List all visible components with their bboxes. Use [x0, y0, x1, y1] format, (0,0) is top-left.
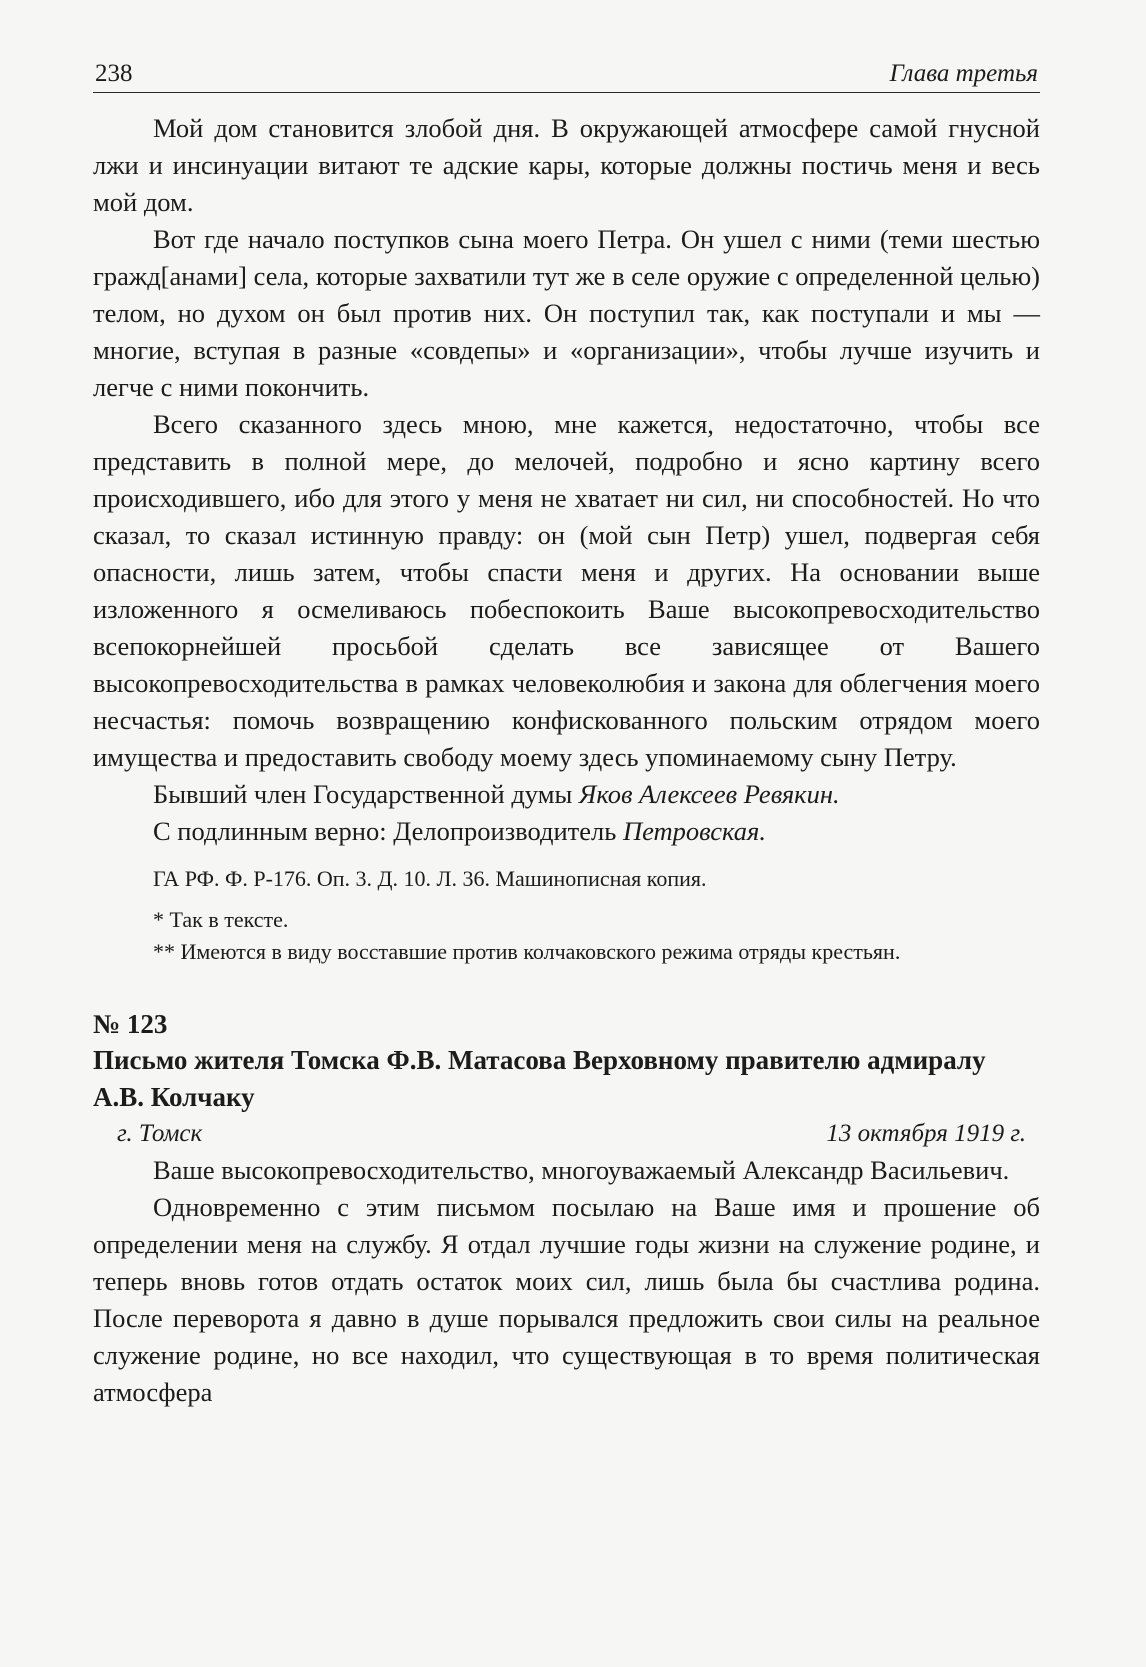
paragraph: Вот где начало поступков сына моего Петра. Он ушел с ними (теми шестью гражд[анами] села, которые захватили тут же в селе оружие с определенной целью) телом, но духом он был против них. Он поступил так, как поступали и мы — многие, вступая в разные «совдепы» и «организации», чтобы лучше изучить и легче с ними покончить. — [93, 224, 1040, 402]
paragraph: Всего сказанного здесь мною, мне кажется, недостаточно, чтобы все представить в полной мере, до мелочей, подробно и ясно картину всего происходившего, ибо для этого у меня не хватает ни сил, ни способностей. Но что сказал, то сказал истинную правду: он (мой сын Петр) ушел, подвергая себя опасности, лишь затем, чтобы спасти меня и других. На основании выше изложенного я осмеливаюсь побеспокоить Ваше высокопревосходительство всепокорнейшей просьбой сделать все зависящее от Вашего высокопревосходительства в рамках человеколюбия и закона для облегчения моего несчастья: помочь возвращению конфискованного польским отрядом моего имущества и предоставить свободу моему здесь упоминаемому сыну Петру. — [93, 409, 1040, 772]
paragraph: Мой дом становится злобой дня. В окружающей атмосфере самой гнусной лжи и инсинуации витают те адские кары, которые должны постичь меня и весь мой дом. — [93, 113, 1040, 217]
certified-name: Петровская. — [622, 816, 766, 846]
document-date: 13 октября 1919 г. — [826, 1120, 1026, 1147]
certified-line — [93, 813, 1040, 850]
signature-line — [93, 776, 1040, 813]
footnote: ** Имеются в виду восставшие против колчаковского режима отряды крестьян. — [153, 939, 901, 964]
signature-prefix: Бывший член Государственной думы — [153, 779, 579, 809]
chapter-title: Глава третья — [889, 60, 1038, 87]
document-place: г. Томск — [117, 1120, 203, 1147]
document-number: № 123 — [93, 1009, 168, 1039]
book-page — [93, 0, 1040, 1667]
running-header — [93, 56, 1040, 93]
paragraph: Одновременно с этим письмом посылаю на Ваше имя и прошение об определении меня на службу. Я отдал лучшие годы жизни на служение родине, и теперь вновь готов отдать остаток моих сил, лишь была бы счастлива родина. После переворота я давно в душе порывался предложить свои силы на реальное служение родине, но все находил, что существующая в то время политическая атмосфера — [93, 1192, 1040, 1407]
signature-name: Яков Алексеев Ревякин. — [578, 779, 840, 809]
document-title: Письмо жителя Томска Ф.В. Матасова Верховному правителю адмиралу А.В. Колчаку — [93, 1045, 986, 1112]
footnote: * Так в тексте. — [153, 907, 289, 932]
certified-prefix: С подлинным верно: Делопроизводитель — [153, 816, 623, 846]
page-body — [93, 110, 1040, 1411]
place-date-line — [93, 1116, 1040, 1152]
greeting: Ваше высокопревосходительство, многоуважаемый Александр Васильевич. — [153, 1155, 1010, 1185]
archive-source: ГА РФ. Ф. Р-176. Оп. 3. Д. 10. Л. 36. Машинописная копия. — [153, 866, 707, 891]
page-number: 238 — [95, 60, 133, 87]
